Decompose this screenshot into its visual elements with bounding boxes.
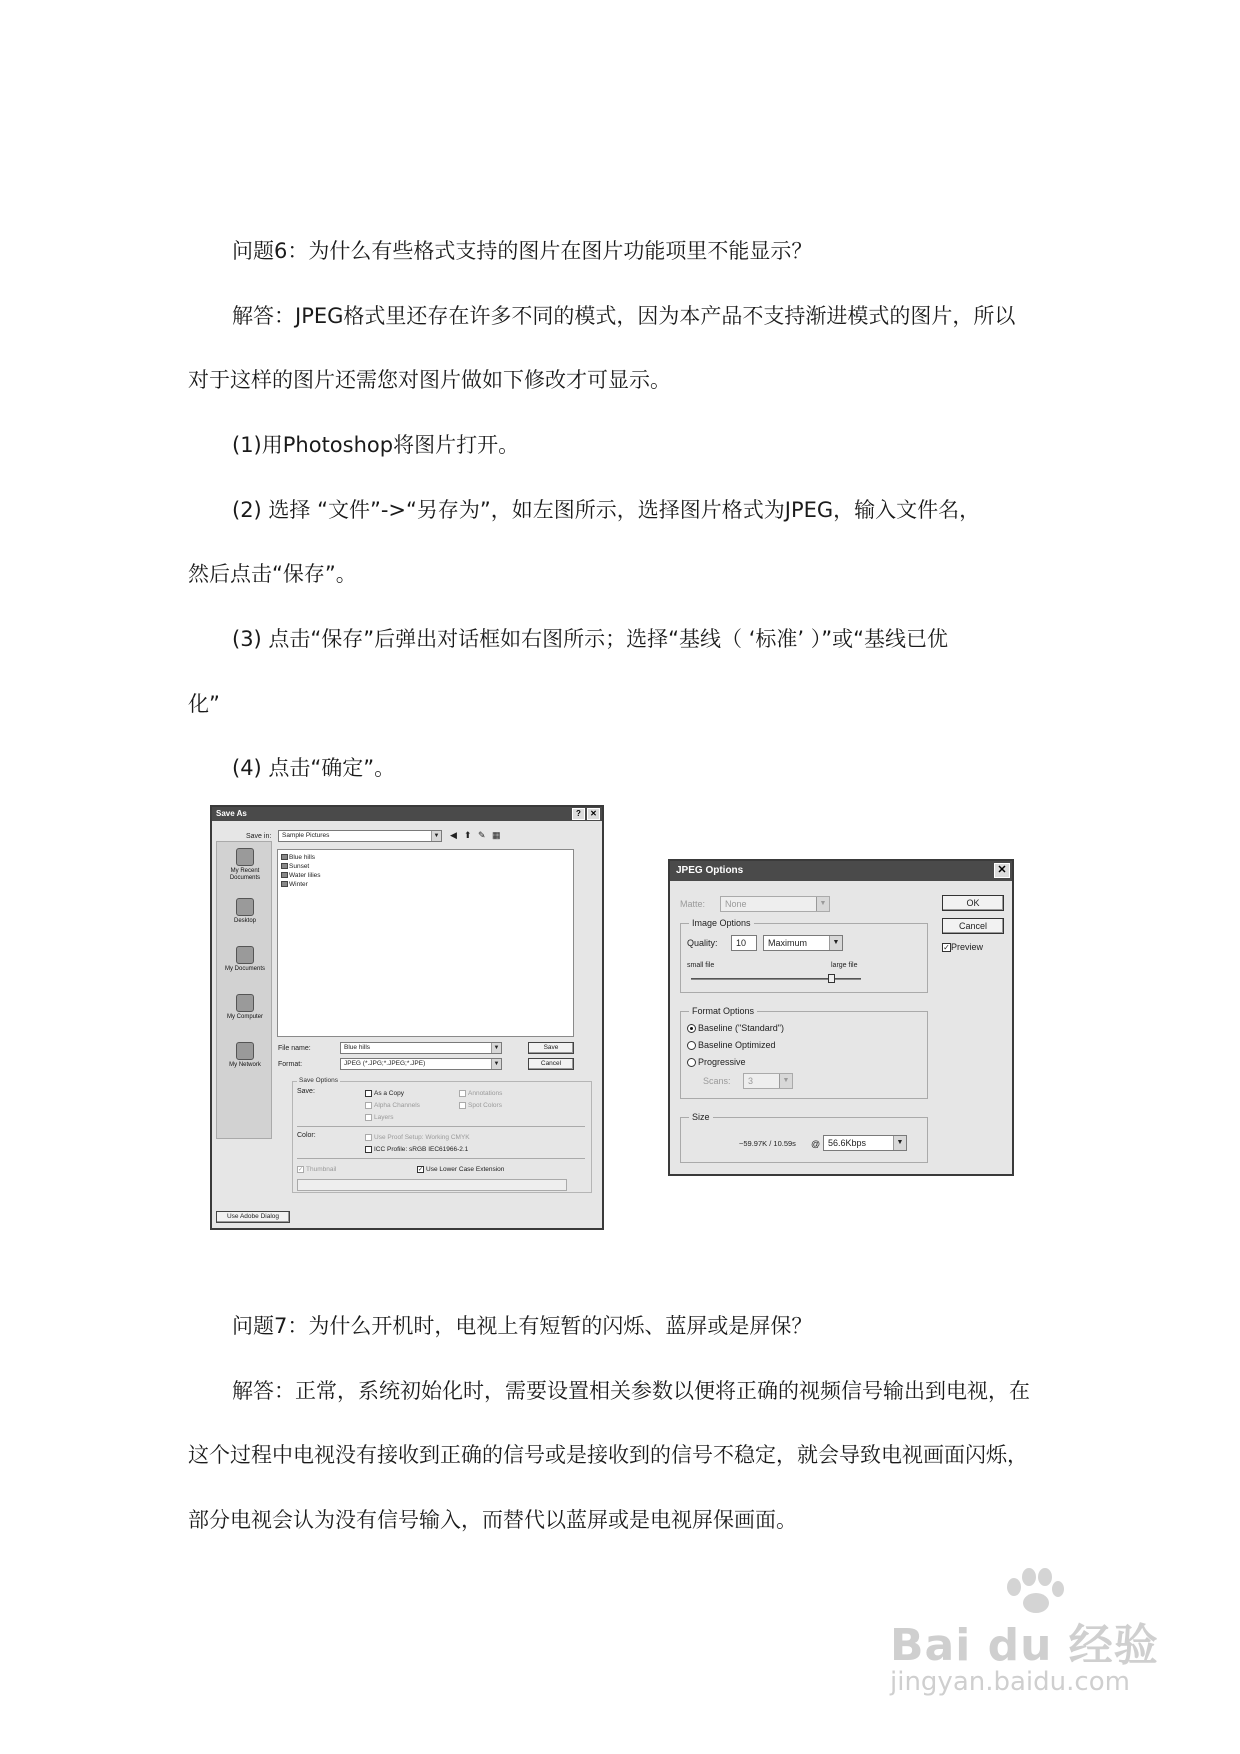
format-options-group	[680, 1006, 928, 1099]
image-file-icon	[281, 872, 288, 878]
my-network-icon	[236, 1042, 254, 1060]
save-as-dialog	[210, 805, 604, 1230]
jpeg-options-titlebar	[670, 861, 1012, 881]
large-file-label: large file	[831, 962, 858, 969]
icc-profile-checkbox[interactable]	[365, 1146, 468, 1154]
q7-answer-line2: 这个过程中电视没有接收到正确的信号或是接收到的信号不稳定，就会导致电视画面闪烁，	[188, 1443, 1028, 1467]
matte-label: Matte:	[680, 899, 706, 909]
place-my-network-label: My Network	[229, 1062, 261, 1068]
help-icon[interactable]: ?	[572, 808, 585, 820]
step-3-line1: (3) 点击“保存”后弹出对话框如右图所示；选择“基线（ ‘标准’ ）”或“基线已优	[232, 627, 949, 651]
cancel-button[interactable]: Cancel	[942, 918, 1004, 934]
new-folder-icon[interactable]: ✎	[478, 830, 486, 840]
divider	[297, 1158, 585, 1159]
format-options-title: Format Options	[689, 1005, 757, 1017]
chevron-down-icon: ▼	[431, 831, 441, 841]
q7-answer-line3: 部分电视会认为没有信号输入，而替代以蓝屏或是电视屏保画面。	[188, 1508, 797, 1532]
progressive-label: Progressive	[698, 1057, 746, 1067]
matte-value: None	[725, 899, 747, 909]
chevron-down-icon: ▼	[491, 1059, 501, 1069]
lower-case-extension-label: Use Lower Case Extension	[426, 1166, 505, 1174]
alpha-channels-checkbox[interactable]	[365, 1102, 420, 1110]
checkbox-box	[365, 1114, 372, 1121]
step-4: (4) 点击“确定”。	[232, 756, 396, 780]
image-file-icon	[281, 854, 288, 860]
q7-title: 问题7：为什么开机时，电视上有短暂的闪烁、蓝屏或是屏保？	[232, 1314, 813, 1338]
list-item[interactable]	[281, 872, 321, 879]
chevron-down-icon: ▼	[491, 1043, 501, 1053]
checkbox-box: ✓	[943, 943, 950, 953]
up-folder-icon[interactable]: ⬆	[464, 830, 472, 840]
speed-select[interactable]	[823, 1135, 907, 1151]
list-item[interactable]	[281, 854, 315, 861]
working-cmyk-label: Working CMYK	[425, 1134, 470, 1142]
format-select[interactable]	[340, 1058, 502, 1070]
file-list[interactable]	[277, 849, 574, 1037]
checkbox-box	[459, 1090, 466, 1097]
place-desktop[interactable]	[217, 898, 273, 925]
radio-dot	[687, 1058, 696, 1067]
back-icon[interactable]: ◀	[450, 830, 457, 840]
my-computer-icon	[236, 994, 254, 1012]
preview-label: Preview	[951, 942, 984, 952]
layers-checkbox[interactable]	[365, 1114, 394, 1122]
size-title: Size	[689, 1111, 713, 1123]
close-icon[interactable]: ✕	[587, 808, 600, 820]
place-my-documents[interactable]	[217, 946, 273, 973]
paw-icon	[1000, 1565, 1070, 1615]
place-my-documents-label: My Documents	[224, 966, 265, 972]
thumbnail-checkbox[interactable]	[297, 1166, 336, 1174]
color-label: Color:	[297, 1132, 316, 1139]
warning-box	[297, 1179, 567, 1191]
view-menu-icon[interactable]: ▦	[492, 830, 501, 840]
spot-colors-checkbox[interactable]	[459, 1102, 502, 1110]
step-3-line2: 化”	[188, 692, 220, 716]
q6-title: 问题6：为什么有些格式支持的图片在图片功能项里不能显示？	[232, 239, 813, 263]
jpeg-options-dialog	[668, 859, 1014, 1176]
alpha-channels-label: Alpha Channels	[374, 1102, 420, 1110]
chevron-down-icon: ▼	[816, 897, 829, 911]
q6-answer-line1: 解答：JPEG格式里还存在许多不同的模式，因为本产品不支持渐进模式的图片，所以	[232, 304, 1016, 328]
save-in-select[interactable]	[278, 830, 442, 842]
jpeg-options-title: JPEG Options	[676, 865, 744, 876]
quality-value: 10	[736, 938, 747, 948]
place-recent-label2: Documents	[229, 875, 261, 881]
file-name: Water lilies	[289, 872, 321, 879]
use-proof-setup-checkbox[interactable]	[365, 1134, 470, 1142]
format-value: JPEG (*.JPG;*.JPEG;*.JPE)	[344, 1060, 426, 1067]
quality-label: Quality:	[687, 938, 718, 948]
scans-label: Scans:	[703, 1076, 731, 1086]
checkbox-box	[365, 1102, 372, 1109]
baidu-watermark	[870, 1565, 1190, 1715]
quality-input[interactable]	[731, 935, 757, 951]
format-label: Format:	[278, 1061, 303, 1068]
baseline-standard-label: Baseline ("Standard")	[698, 1023, 784, 1033]
q7-answer-line1: 解答：正常，系统初始化时，需要设置相关参数以便将正确的视频信号输出到电视，在	[232, 1379, 1030, 1403]
quality-slider-track[interactable]	[691, 978, 861, 980]
image-file-icon	[281, 863, 288, 869]
radio-dot	[687, 1024, 696, 1033]
progressive-radio[interactable]	[687, 1056, 746, 1068]
image-options-group	[680, 918, 928, 993]
close-icon[interactable]: ✕	[994, 863, 1010, 878]
step-1: (1)用Photoshop将图片打开。	[232, 433, 520, 457]
quality-slider-thumb[interactable]	[828, 974, 835, 983]
small-file-label: small file	[687, 962, 715, 969]
size-value: ~59.97K / 10.59s	[739, 1139, 796, 1148]
desktop-icon	[236, 898, 254, 916]
scans-value: 3	[748, 1076, 754, 1086]
annotations-checkbox[interactable]	[459, 1090, 502, 1098]
list-item[interactable]	[281, 881, 308, 888]
save-options-group	[292, 1077, 592, 1193]
step-2-line2: 然后点击“保存”。	[188, 562, 357, 586]
divider	[297, 1126, 585, 1127]
watermark-brand: Bai du 经验	[890, 1620, 1159, 1671]
icc-profile-value: sRGB IEC61966-2.1	[409, 1146, 469, 1154]
baseline-optimized-label: Baseline Optimized	[698, 1040, 776, 1050]
checkbox-box: ✓	[298, 1167, 304, 1173]
my-documents-icon	[236, 946, 254, 964]
save-in-value: Sample Pictures	[282, 832, 330, 839]
place-my-computer[interactable]	[217, 994, 273, 1021]
checkbox-box	[365, 1134, 372, 1141]
q6-answer-line2: 对于这样的图片还需您对图片做如下修改才可显示。	[188, 368, 671, 392]
chevron-down-icon: ▼	[779, 1074, 792, 1088]
size-group	[680, 1112, 928, 1163]
save-as-titlebar	[212, 807, 602, 821]
step-2-line1: (2) 选择 “文件”->“另存为”，如左图所示，选择图片格式为JPEG，输入文件名，	[232, 498, 981, 522]
as-a-copy-label: As a Copy	[374, 1090, 404, 1098]
checkbox-box	[459, 1102, 466, 1109]
file-name-label: File name:	[278, 1045, 311, 1052]
place-desktop-label: Desktop	[233, 918, 256, 924]
save-as-title: Save As	[216, 809, 247, 818]
save-options-title: Save Options	[299, 1077, 339, 1084]
use-adobe-dialog-button[interactable]: Use Adobe Dialog	[216, 1211, 290, 1223]
checkbox-box: ✓	[418, 1167, 424, 1173]
place-my-network[interactable]	[217, 1042, 273, 1069]
at-symbol: @	[811, 1139, 821, 1149]
watermark-url: jingyan.baidu.com	[890, 1667, 1130, 1697]
places-bar	[216, 841, 272, 1139]
quality-preset-value: Maximum	[768, 938, 808, 948]
place-my-computer-label: My Computer	[226, 1014, 263, 1020]
annotations-label: Annotations	[468, 1090, 503, 1098]
list-item[interactable]	[281, 863, 309, 870]
file-name-value: Blue hills	[344, 1044, 371, 1051]
scans-select[interactable]	[743, 1073, 793, 1089]
file-name-input[interactable]	[340, 1042, 502, 1054]
file-name: Sunset	[289, 863, 310, 870]
recent-documents-icon	[236, 848, 254, 866]
radio-dot	[687, 1041, 696, 1050]
checkbox-box	[365, 1090, 372, 1097]
ok-button[interactable]: OK	[942, 895, 1004, 911]
icc-profile-label: ICC Profile:	[374, 1146, 408, 1154]
chevron-down-icon: ▼	[893, 1136, 906, 1150]
file-name: Blue hills	[289, 854, 316, 861]
save-in-label: Save in:	[246, 833, 272, 840]
baseline-optimized-radio[interactable]	[687, 1039, 776, 1051]
image-file-icon	[281, 881, 288, 887]
place-recent[interactable]	[217, 848, 273, 882]
chevron-down-icon: ▼	[829, 936, 842, 950]
as-a-copy-checkbox[interactable]	[365, 1090, 404, 1098]
save-label: Save:	[297, 1088, 315, 1095]
save-button[interactable]: Save	[528, 1042, 574, 1054]
file-name: Winter	[289, 881, 308, 888]
checkbox-box	[365, 1146, 372, 1153]
place-recent-label1: My Recent	[230, 868, 260, 874]
speed-value: 56.6Kbps	[828, 1138, 867, 1148]
preview-checkbox[interactable]	[942, 941, 983, 953]
cancel-button[interactable]: Cancel	[528, 1058, 574, 1070]
thumbnail-label: Thumbnail	[306, 1166, 337, 1174]
image-options-title: Image Options	[689, 917, 754, 929]
matte-select[interactable]	[720, 896, 830, 912]
spot-colors-label: Spot Colors	[468, 1102, 502, 1110]
baseline-standard-radio[interactable]	[687, 1022, 784, 1034]
layers-label: Layers	[374, 1114, 394, 1122]
use-proof-setup-label: Use Proof Setup:	[374, 1134, 424, 1142]
quality-preset-select[interactable]	[763, 935, 843, 951]
lower-case-extension-checkbox[interactable]	[417, 1166, 504, 1174]
